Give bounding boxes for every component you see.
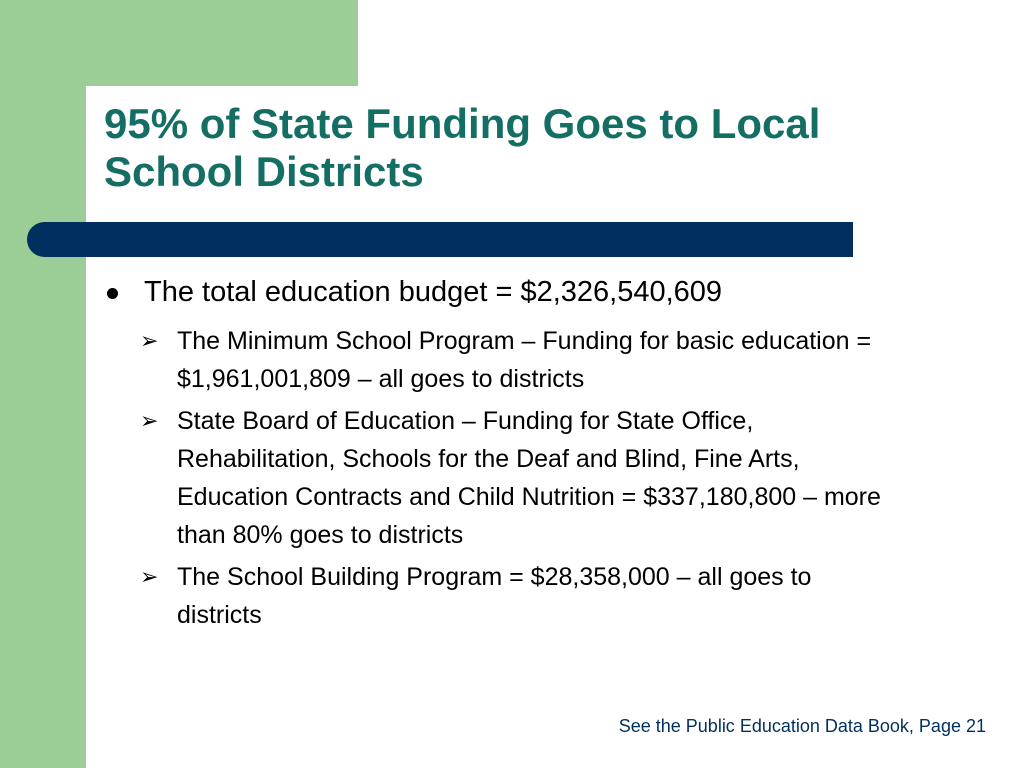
bullet-dot-icon xyxy=(107,288,118,299)
sub-bullet-item xyxy=(140,322,900,398)
arrow-bullet-icon: ➢ xyxy=(140,408,159,433)
bullet-text: The total education budget = $2,326,540,609 xyxy=(144,276,723,308)
sub-bullet-text: The School Building Program = $28,358,000 – all goes to districts xyxy=(177,563,812,629)
left-accent-bar xyxy=(0,0,86,768)
title-divider-bar xyxy=(27,222,853,257)
sub-bullet-text: State Board of Education – Funding for State Office, Rehabilitation, Schools for the Deaf and Blind, Fine Arts, Education Contracts and Child Nutrition = $337,180,800 – more than 80% goes to districts xyxy=(177,407,881,549)
source-footnote: See the Public Education Data Book, Page 21 xyxy=(618,716,986,736)
slide-title: 95% of State Funding Goes to Local School Districts xyxy=(104,100,821,195)
sub-bullet-item xyxy=(140,402,900,554)
sub-bullet-list xyxy=(140,322,900,638)
arrow-bullet-icon: ➢ xyxy=(140,564,159,589)
sub-bullet-item xyxy=(140,558,900,634)
sub-bullet-text: The Minimum School Program – Funding for basic education = $1,961,001,809 – all goes to districts xyxy=(177,327,872,393)
top-accent-block xyxy=(0,0,358,86)
arrow-bullet-icon: ➢ xyxy=(140,328,159,353)
